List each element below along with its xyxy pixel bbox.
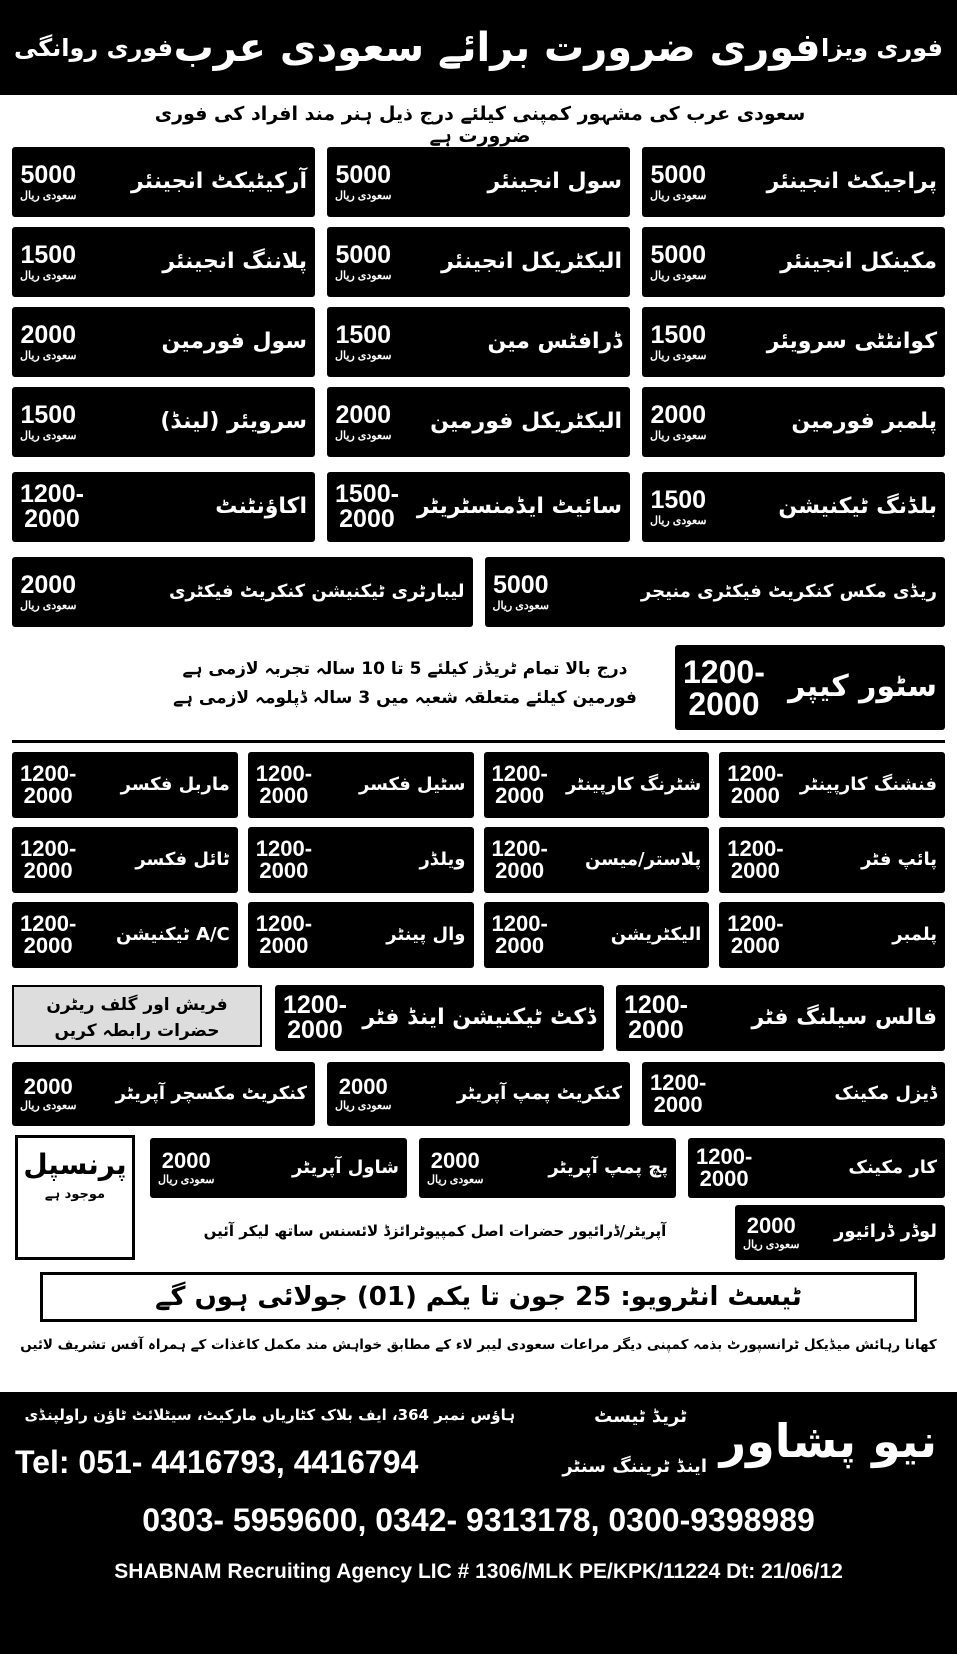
job-title: سٹیل فکسر (359, 773, 466, 795)
salary-min: 1200- (727, 911, 784, 936)
salary-min: 1200- (20, 761, 77, 786)
salary (20, 913, 76, 957)
job-title: ٹائل فکسر (135, 848, 230, 870)
job-row (12, 827, 945, 893)
salary (492, 763, 548, 807)
currency-label: سعودی ریال (158, 1174, 215, 1186)
salary (650, 320, 707, 362)
currency-label: سعودی ریال (20, 429, 77, 442)
brand-logo: نیو پشاور (719, 1414, 937, 1468)
salary (650, 160, 707, 202)
job-box (327, 1062, 630, 1126)
job-row (12, 902, 945, 968)
job-title: ڈرافٹس مین (487, 329, 622, 355)
job-box (719, 902, 945, 968)
job-title: آرکیٹیکٹ انجینئر (131, 169, 307, 195)
job-box (12, 147, 315, 217)
job-row (735, 1205, 945, 1260)
salary-min: 1200- (683, 653, 765, 690)
job-title: کوانٹٹی سرویئر (766, 329, 937, 355)
job-box (484, 827, 710, 893)
job-title: پلاننگ انجینئر (162, 249, 307, 275)
salary (20, 763, 76, 807)
job-box (642, 472, 945, 542)
salary (256, 913, 312, 957)
salary-amount: 2000 (430, 1148, 480, 1173)
job-title: سائیٹ ایڈمنسٹریٹر (416, 494, 622, 520)
salary-min: 1200- (255, 761, 313, 786)
principal-box (15, 1135, 135, 1260)
salary-min: 1200- (20, 911, 77, 936)
note-diploma: فورمین کیلئے متعلقہ شعبہ میں 3 سالہ ڈپلومہ لازمی ہے (173, 687, 637, 708)
job-row (12, 147, 945, 217)
salary-amount: 1500 (20, 400, 77, 429)
salary-max: 2000 (653, 1092, 703, 1117)
note-experience: درج بالا تمام ٹریڈز کیلئے 5 تا 10 سالہ تجربہ لازمی ہے (182, 659, 628, 679)
salary-amount: 5000 (335, 160, 392, 189)
salary-min: 1500- (335, 480, 399, 508)
salary (624, 993, 688, 1043)
job-title: A/C ٹیکنیشن (115, 923, 230, 945)
salary-min: 1200- (255, 911, 313, 936)
job-title: پلاستر/میسن (584, 848, 702, 870)
salary (335, 482, 399, 532)
job-box (735, 1205, 945, 1260)
job-title: فنشنگ کارپینٹر (799, 773, 937, 795)
interview-dates: ٹیسٹ انٹرویو: 25 جون تا یکم (01) جولائی ہوں گے (40, 1272, 917, 1322)
salary (20, 570, 77, 612)
salary-max: 2000 (495, 933, 545, 958)
job-title: ریڈی مکس کنکریٹ فیکٹری منیجر (640, 580, 937, 602)
salary-max: 2000 (259, 933, 309, 958)
salary-amount: 2000 (746, 1212, 796, 1238)
salary-amount: 5000 (20, 160, 77, 189)
salary-amount: 1500 (335, 320, 392, 349)
salary-min: 1200- (283, 991, 347, 1019)
salary (20, 1076, 77, 1112)
job-box (484, 902, 710, 968)
currency-label: سعودی ریال (650, 349, 707, 362)
currency-label: سعودی ریال (20, 269, 77, 282)
job-box (275, 985, 604, 1051)
mobile-numbers: 0303- 5959600, 0342- 9313178, 0300-9398989 (142, 1502, 815, 1538)
job-title: پائپ فٹر (861, 848, 937, 870)
salary (20, 838, 76, 882)
salary-max: 2000 (495, 858, 545, 883)
job-title: سول فورمین (161, 329, 307, 355)
salary-amount: 1500 (650, 320, 707, 349)
job-title: لیبارٹری ٹیکنیشن کنکریٹ فیکٹری (168, 580, 465, 602)
currency-label: سعودی ریال (650, 269, 707, 282)
salary (20, 160, 77, 202)
job-box (248, 827, 474, 893)
job-row (12, 752, 945, 818)
job-box (642, 227, 945, 297)
job-box (12, 1062, 315, 1126)
salary (696, 1146, 752, 1190)
job-title: لوڈر ڈرائیور (834, 1221, 937, 1243)
job-title: کنکریٹ مکسچر آپریٹر (115, 1082, 307, 1104)
job-row (12, 227, 945, 297)
job-box (12, 387, 315, 457)
job-row (275, 985, 945, 1051)
salary-max: 2000 (259, 783, 309, 808)
salary-max: 2000 (339, 505, 395, 533)
subtitle: سعودی عرب کی مشہور کمپنی کیلئے درج ذیل ہنر مند افراد کی فوری ضرورت ہے (140, 95, 820, 143)
job-box (485, 557, 946, 627)
salary (20, 320, 77, 362)
salary (335, 400, 392, 442)
salary-amount: 5000 (335, 240, 392, 269)
salary-amount: 2000 (338, 1074, 388, 1099)
job-box (642, 1062, 945, 1126)
salary (20, 482, 84, 532)
job-box (12, 227, 315, 297)
license-info: SHABNAM Recruiting Agency LIC # 1306/MLK PE/KPK/11224 Dt: 21/06/12 (114, 1560, 843, 1583)
job-title: پچ پمپ آپریٹر (548, 1156, 668, 1178)
salary-min: 1200- (727, 761, 784, 786)
telephone: Tel: 051- 4416793, 4416794 (15, 1444, 419, 1480)
driver-note: آپریٹر/ڈرائیور حضرات اصل کمپیوٹرائزڈ لائسنس ساتھ لیکر آئیں (203, 1222, 667, 1240)
job-title: بلڈنگ ٹیکنیشن (778, 494, 937, 520)
job-title: ڈیزل مکینک (834, 1082, 937, 1104)
salary (492, 570, 550, 612)
job-box (327, 307, 630, 377)
salary-max: 2000 (23, 933, 73, 958)
currency-label: سعودی ریال (335, 349, 392, 362)
job-box (327, 147, 630, 217)
experience-notes (150, 655, 660, 713)
salary-max: 2000 (259, 858, 309, 883)
job-box (12, 557, 473, 627)
job-title: ماربل فکسر (120, 773, 230, 795)
currency-label: سعودی ریال (335, 429, 392, 442)
salary-max: 2000 (699, 1166, 749, 1191)
job-title: ویلڈر (419, 848, 466, 870)
job-title: سٹور کیپر (788, 669, 937, 705)
address: ہاؤس نمبر 364، ایف بلاک کٹاریاں مارکیٹ، سیٹلائٹ ٹاؤن راولپنڈی (24, 1406, 515, 1424)
job-row (12, 557, 945, 627)
salary (335, 1076, 392, 1112)
currency-label: سعودی ریال (650, 429, 707, 442)
job-box (12, 902, 238, 968)
currency-label: سعودی ریال (335, 189, 392, 202)
job-box (642, 147, 945, 217)
currency-label: سعودی ریال (20, 1100, 77, 1112)
currency-label: سعودی ریال (20, 189, 77, 202)
salary-amount: 2000 (20, 320, 77, 349)
job-title: مکینکل انجینئر (780, 249, 937, 275)
job-title: الیکٹریکل فورمین (430, 409, 622, 435)
salary-max: 2000 (24, 505, 80, 533)
job-title: شٹرنگ کارپینٹر (565, 773, 702, 795)
currency-label: سعودی ریال (743, 1238, 800, 1251)
salary (427, 1150, 484, 1186)
job-title: الیکٹریکل انجینئر (441, 249, 622, 275)
job-row (150, 1138, 945, 1198)
job-title: اکاؤنٹنٹ (215, 494, 307, 520)
job-row (12, 472, 945, 542)
header (0, 0, 957, 95)
salary (650, 485, 707, 527)
salary (650, 240, 707, 282)
salary-max: 2000 (688, 685, 760, 722)
salary-min: 1200- (624, 991, 688, 1019)
job-row (12, 387, 945, 457)
divider (12, 740, 945, 743)
salary-min: 1200- (696, 1144, 753, 1169)
salary (335, 160, 392, 202)
note-line: فریش اور گلف ریٹرن (46, 995, 228, 1015)
job-box-store-keeper (675, 645, 945, 730)
salary-min: 1200- (491, 911, 548, 936)
salary-amount: 5000 (492, 570, 549, 599)
job-row (12, 1062, 945, 1126)
salary-min: 1200- (20, 480, 84, 508)
currency-label: سعودی ریال (335, 1100, 392, 1112)
header-title: فوری ضرورت برائے سعودی عرب (173, 24, 821, 71)
currency-label: سعودی ریال (20, 349, 77, 362)
salary (727, 763, 783, 807)
salary (20, 400, 77, 442)
salary-max: 2000 (495, 783, 545, 808)
salary (727, 838, 783, 882)
salary (650, 400, 707, 442)
job-title: الیکٹریشن (610, 923, 702, 945)
brand-tag-trade-test: ٹریڈ ٹیسٹ (594, 1406, 687, 1427)
job-box (327, 472, 630, 542)
job-box (150, 1138, 407, 1198)
salary-max: 2000 (628, 1016, 684, 1044)
salary-amount: 5000 (650, 240, 707, 269)
principal-label: پرنسپل (23, 1148, 127, 1181)
salary (335, 320, 392, 362)
job-box (327, 227, 630, 297)
job-box (12, 827, 238, 893)
salary-amount: 1500 (650, 485, 707, 514)
job-box (484, 752, 710, 818)
job-box (12, 307, 315, 377)
principal-available: موجود ہے (44, 1187, 106, 1202)
salary-max: 2000 (730, 783, 780, 808)
job-title: پلمبر فورمین (791, 409, 937, 435)
salary-min: 1200- (650, 1070, 707, 1095)
salary (492, 913, 548, 957)
currency-label: سعودی ریال (20, 599, 77, 612)
job-title: سول انجینئر (487, 169, 622, 195)
salary-amount: 1500 (20, 240, 77, 269)
job-title: فالس سیلنگ فٹر (751, 1005, 937, 1031)
salary-min: 1200- (491, 836, 548, 861)
job-box (719, 827, 945, 893)
salary-amount: 2000 (335, 400, 392, 429)
currency-label: سعودی ریال (650, 514, 707, 527)
fresh-gulf-note (12, 985, 262, 1047)
salary-amount: 2000 (23, 1074, 73, 1099)
header-visa: فوری ویزا (820, 33, 943, 62)
job-box (719, 752, 945, 818)
job-box (642, 307, 945, 377)
job-title: وال پینٹر (386, 923, 466, 945)
salary (727, 913, 783, 957)
salary (256, 838, 312, 882)
salary-amount: 5000 (650, 160, 707, 189)
job-title: شاول آپریٹر (292, 1156, 399, 1178)
salary-max: 2000 (287, 1016, 343, 1044)
salary-amount: 2000 (650, 400, 707, 429)
job-title: سرویئر (لینڈ) (160, 409, 307, 435)
job-box (419, 1138, 676, 1198)
salary-max: 2000 (730, 933, 780, 958)
salary (650, 1072, 706, 1116)
job-title: پلمبر (892, 923, 937, 945)
job-title: کار مکینک (848, 1156, 937, 1178)
salary-max: 2000 (730, 858, 780, 883)
benefits-note: کھانا رہائش میڈیکل ٹرانسپورٹ بذمہ کمپنی دیگر مراعات سعودی لیبر لاء کے مطابق خواہش مند مکمل کاغذات کے ہمراہ آفس تشریف لائیں (20, 1337, 937, 1353)
job-row (12, 307, 945, 377)
job-title: پراجیکٹ انجینئر (766, 169, 937, 195)
salary-min: 1200- (20, 836, 77, 861)
job-title: ڈکٹ ٹیکنیشن اینڈ فٹر (362, 1005, 596, 1031)
salary (335, 240, 392, 282)
job-box (12, 752, 238, 818)
job-box (642, 387, 945, 457)
salary (743, 1212, 800, 1251)
currency-label: سعودی ریال (427, 1174, 484, 1186)
salary (158, 1150, 215, 1186)
currency-label: سعودی ریال (492, 599, 549, 612)
salary (492, 838, 548, 882)
salary-max: 2000 (23, 783, 73, 808)
job-box (327, 387, 630, 457)
salary (283, 993, 347, 1043)
job-title: کنکریٹ پمپ آپریٹر (456, 1082, 622, 1104)
note-line: حضرات رابطہ کریں (54, 1020, 220, 1041)
job-box (688, 1138, 945, 1198)
salary (256, 763, 312, 807)
footer (0, 1392, 957, 1654)
salary-min: 1200- (491, 761, 548, 786)
job-box (248, 902, 474, 968)
salary-amount: 2000 (20, 570, 77, 599)
header-departure: فوری روانگی (14, 33, 174, 62)
job-box (616, 985, 945, 1051)
salary-amount: 2000 (161, 1148, 211, 1173)
salary-min: 1200- (255, 836, 313, 861)
brand-tag-training: اینڈ ٹریننگ سنٹر (562, 1456, 707, 1477)
salary-min: 1200- (727, 836, 784, 861)
job-box (12, 472, 315, 542)
job-box (248, 752, 474, 818)
salary (20, 240, 77, 282)
salary-max: 2000 (23, 858, 73, 883)
currency-label: سعودی ریال (650, 189, 707, 202)
currency-label: سعودی ریال (335, 269, 392, 282)
